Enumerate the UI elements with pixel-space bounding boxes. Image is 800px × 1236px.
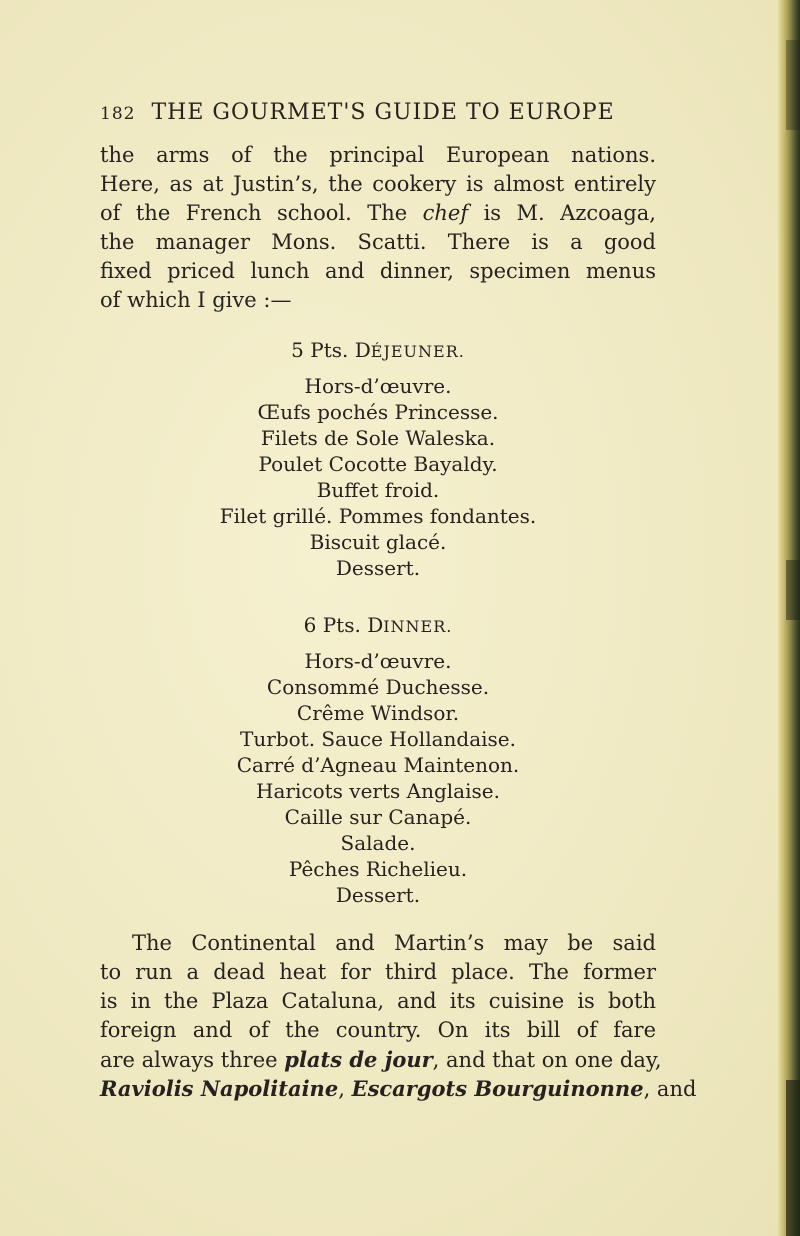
text-line: the manager Mons. Scatti. There is a good xyxy=(100,230,656,254)
menu-item: Poulet Cocotte Bayaldy. xyxy=(258,452,498,476)
italic-phrase: plats de jour xyxy=(284,1047,433,1072)
text-line: Here, as at Justin’s, the cookery is almost entirely xyxy=(100,172,656,196)
closing-paragraph xyxy=(100,929,697,1103)
text-line: Raviolis Napolitaine, Escargots Bourguinonne, and xyxy=(100,1076,697,1101)
text-line: The Continental and Martin’s may be said xyxy=(132,931,656,955)
text-line: are always three plats de jour, and that on one day, xyxy=(100,1047,662,1072)
menu-item: Consommé Duchesse. xyxy=(266,675,490,699)
menu-item: Dessert. xyxy=(335,883,421,907)
menu-item: Caille sur Canapé. xyxy=(284,805,472,829)
menu-item: Turbot. Sauce Hollandaise. xyxy=(240,727,516,751)
menu-item: Hors-d’œuvre. xyxy=(304,649,452,673)
italic-word: chef xyxy=(422,201,469,225)
menu-item: Œufs pochés Princesse. xyxy=(257,400,499,424)
page-number: 182 xyxy=(100,104,136,124)
text-line: fixed priced lunch and dinner, specimen menus xyxy=(100,259,656,283)
italic-phrase: Escargots Bourguinonne xyxy=(351,1076,644,1101)
menu-item: Biscuit glacé. xyxy=(309,530,447,554)
italic-phrase: Raviolis Napolitaine xyxy=(100,1076,339,1101)
menu-item: Haricots verts Anglaise. xyxy=(256,779,500,803)
dinner-menu xyxy=(100,612,656,908)
menu-item: Buffet froid. xyxy=(316,478,440,502)
text-line: of the French school. The chef is M. Azcoaga, xyxy=(100,201,656,225)
intro-paragraph xyxy=(100,141,656,315)
text-line: the arms of the principal European nations. xyxy=(100,143,656,167)
menu-item: Dessert. xyxy=(335,556,421,580)
menu-item: Filets de Sole Waleska. xyxy=(260,426,496,450)
text-line: of which I give :— xyxy=(100,288,292,312)
menu-item: Hors-d’œuvre. xyxy=(304,374,452,398)
menu-heading: 6 Pts. DINNER. xyxy=(303,613,453,637)
menu-heading: 5 Pts. DÉJEUNER. xyxy=(291,338,465,362)
menu-item: Carré d’Agneau Maintenon. xyxy=(236,753,520,777)
text-line: to run a dead heat for third place. The former xyxy=(100,960,656,984)
menu-item: Crême Windsor. xyxy=(296,701,460,725)
dejeuner-menu xyxy=(100,337,656,581)
running-head xyxy=(100,100,620,125)
menu-item: Salade. xyxy=(340,831,416,855)
menu-item: Pêches Richelieu. xyxy=(288,857,468,881)
text-line: is in the Plaza Cataluna, and its cuisine is both xyxy=(100,989,656,1013)
menu-item: Filet grillé. Pommes fondantes. xyxy=(219,504,537,528)
running-title: THE GOURMET'S GUIDE TO EUROPE xyxy=(151,100,615,125)
text-line: foreign and of the country. On its bill of fare xyxy=(100,1018,656,1042)
